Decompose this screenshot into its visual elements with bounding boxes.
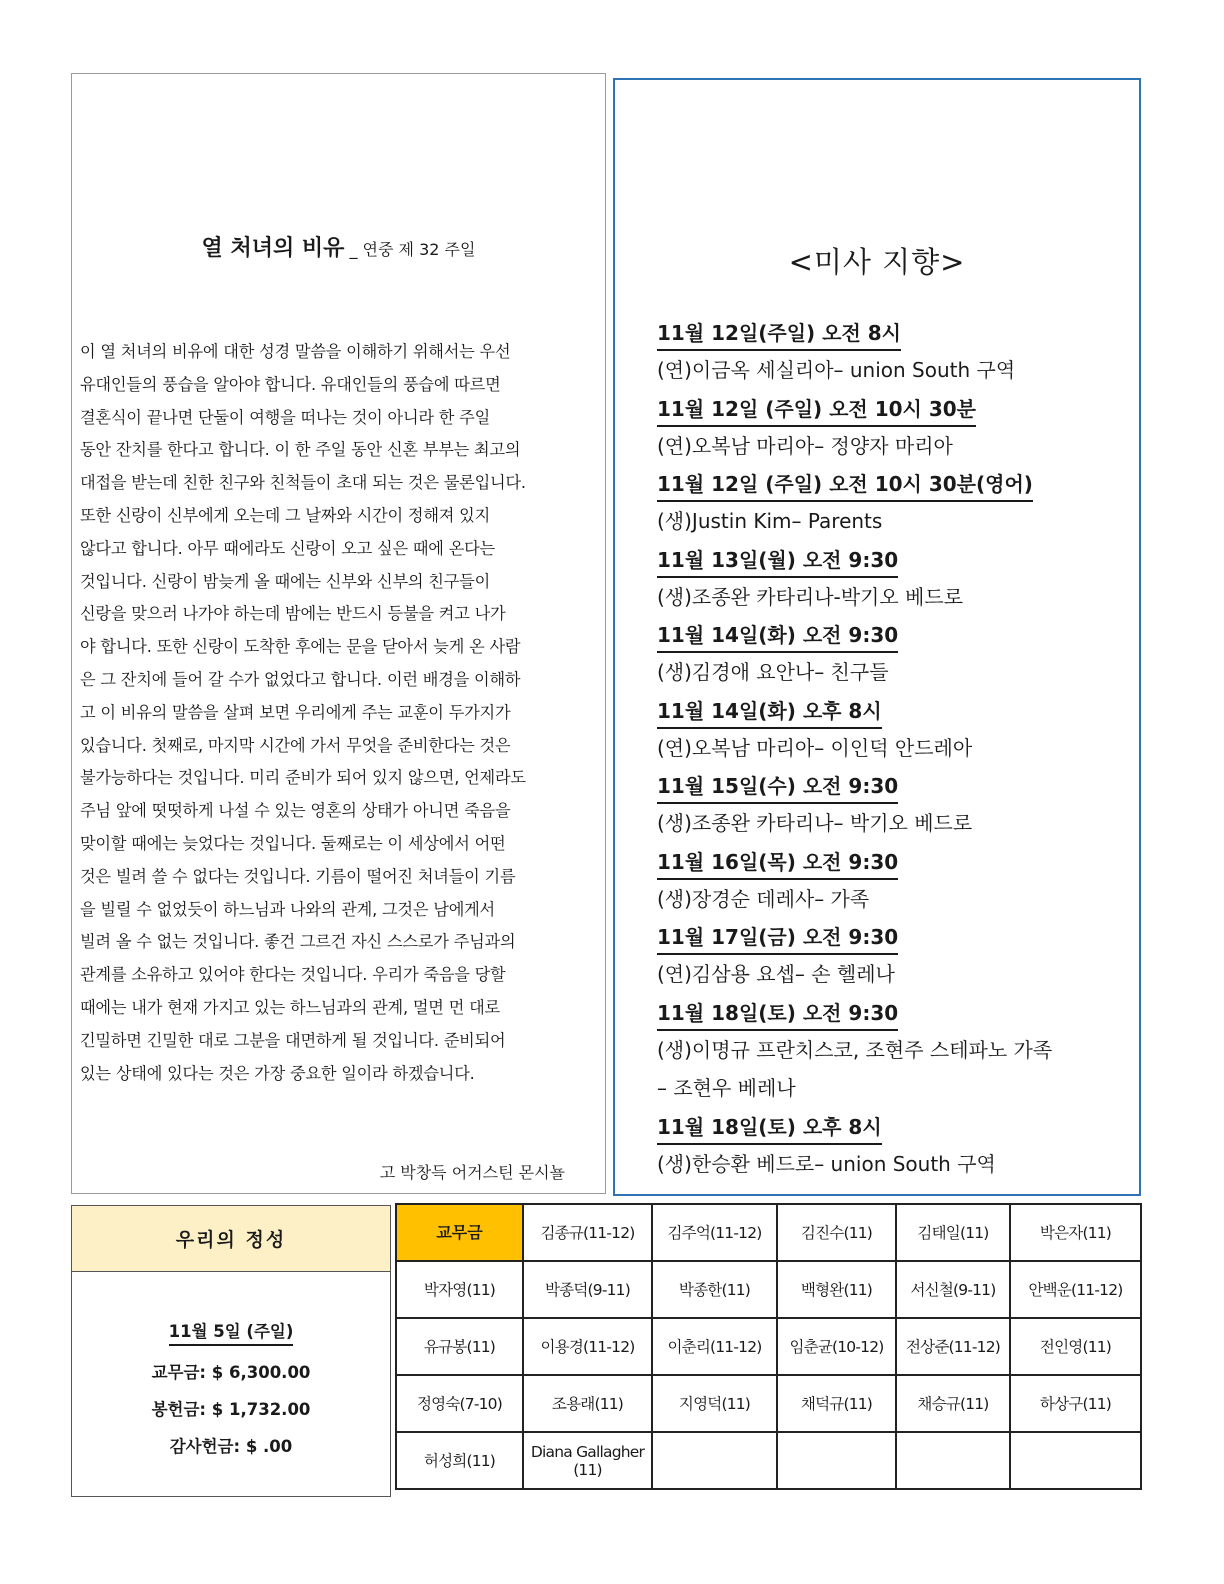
offering-box <box>71 1205 391 1497</box>
donor-row <box>396 1375 1141 1432</box>
mass-entry-date: 11월 14일(화) 오후 8시 <box>657 696 882 729</box>
donor-row <box>396 1204 1141 1261</box>
reflection-line: 빌려 올 수 없는 것입니다. 좋건 그르건 자신 스스로가 주님과의 <box>80 932 516 952</box>
mass-entry <box>657 696 1127 772</box>
mass-entry-intention: (생)김경애 요안나– 친구들 <box>657 660 889 684</box>
donor-cell: 임춘균(10-12) <box>777 1318 896 1375</box>
mass-entry-date: 11월 12일 (주일) 오전 10시 30분 <box>657 394 976 427</box>
donor-cell: 박종덕(9-11) <box>523 1261 652 1318</box>
mass-entry-date: 11월 16일(목) 오전 9:30 <box>657 847 898 880</box>
donor-cell: 조용래(11) <box>523 1375 652 1432</box>
mass-entry-intention-cont: – 조현우 베레나 <box>657 1075 796 1100</box>
offering-line-collection: 봉헌금: $ 1,732.00 <box>151 1400 311 1419</box>
reflection-body <box>80 336 600 1090</box>
reflection-line: 맞이할 때에는 늦었다는 것입니다. 둘째로는 이 세상에서 어떤 <box>80 833 506 853</box>
donor-cell: 박종한(11) <box>652 1261 777 1318</box>
mass-entry <box>657 318 1127 394</box>
mass-title: <미사 지향> <box>788 245 966 279</box>
reflection-line: 있습니다. 첫째로, 마지막 시간에 가서 무엇을 준비한다는 것은 <box>80 735 511 755</box>
donor-cell <box>777 1432 896 1489</box>
donor-row <box>396 1432 1141 1489</box>
mass-entry <box>657 998 1127 1112</box>
mass-entry-intention: (연)이금옥 세실리아– union South 구역 <box>657 358 1016 382</box>
reflection-line: 긴밀하면 긴밀한 대로 그분을 대면하게 될 것입니다. 준비되어 <box>80 1030 506 1050</box>
donor-cell: Diana Gallagher (11) <box>523 1432 652 1489</box>
mass-entry <box>657 545 1127 621</box>
mass-entry-date: 11월 18일(토) 오후 8시 <box>657 1112 882 1145</box>
mass-entry-intention: (연)오복남 마리아– 이인덕 안드레아 <box>657 735 973 760</box>
mass-entry-date: 11월 12일 (주일) 오전 10시 30분(영어) <box>657 469 1033 502</box>
reflection-line: 동안 잔치를 한다고 합니다. 이 한 주일 동안 신혼 부부는 최고의 <box>80 440 521 460</box>
reflection-line: 있는 상태에 있다는 것은 가장 중요한 일이라 하겠습니다. <box>80 1063 475 1083</box>
mass-entry-date: 11월 18일(토) 오전 9:30 <box>657 998 898 1031</box>
offering-content <box>72 1272 390 1465</box>
mass-entry <box>657 847 1127 923</box>
mass-entry-intention: (생)이명규 프란치스코, 조현주 스테파노 가족 <box>657 1037 1053 1062</box>
reflection-line: 것입니다. 신랑이 밤늦게 올 때에는 신부와 신부의 친구들이 <box>80 571 491 591</box>
reflection-box <box>71 73 606 1194</box>
donor-cell: 전상준(11-12) <box>896 1318 1010 1375</box>
mass-entry-intention: (생)조종완 카타리나– 박기오 베드로 <box>657 811 973 835</box>
offering-line-dues: 교무금: $ 6,300.00 <box>151 1363 311 1382</box>
reflection-line: 야 합니다. 또한 신랑이 도착한 후에는 문을 닫아서 늦게 온 사람 <box>80 637 521 657</box>
donor-cell: 박은자(11) <box>1010 1204 1141 1261</box>
mass-entry <box>657 469 1127 545</box>
mass-entry-intention: (생)한승환 베드로– union South 구역 <box>657 1151 996 1176</box>
mass-entry <box>657 620 1127 696</box>
mass-entry-intention: (연)김삼용 요셉– 손 헬레나 <box>657 962 895 986</box>
mass-entry-date: 11월 14일(화) 오전 9:30 <box>657 620 898 653</box>
donor-cell: 박자영(11) <box>396 1261 523 1318</box>
donor-cell: 채승규(11) <box>896 1375 1010 1432</box>
reflection-line: 고 이 비유의 말씀을 살펴 보면 우리에게 주는 교훈이 두가지가 <box>80 702 511 722</box>
mass-entry-intention: (생)조종완 카타리나-박기오 베드로 <box>657 584 964 609</box>
mass-entry-date: 11월 15일(수) 오전 9:30 <box>657 771 898 804</box>
reflection-line: 유대인들의 풍습을 알아야 합니다. 유대인들의 풍습에 따르면 <box>80 374 501 394</box>
reflection-title <box>72 231 605 262</box>
mass-entry <box>657 922 1127 998</box>
donor-cell: 채덕규(11) <box>777 1375 896 1432</box>
reflection-line: 관계를 소유하고 있어야 한다는 것입니다. 우리가 죽음을 당할 <box>80 965 506 985</box>
donor-row <box>396 1261 1141 1318</box>
mass-entry-date: 11월 13일(월) 오전 9:30 <box>657 545 898 578</box>
donor-label: 교무금 <box>396 1204 523 1261</box>
donor-cell: 하상구(11) <box>1010 1375 1141 1432</box>
mass-entry-date: 11월 17일(금) 오전 9:30 <box>657 922 898 955</box>
reflection-line: 은 그 잔치에 들어 갈 수가 없었다고 합니다. 이런 배경을 이해하 <box>80 669 521 689</box>
donor-cell <box>896 1432 1010 1489</box>
mass-entry-intention: (생)장경순 데레사– 가족 <box>657 886 870 911</box>
mass-entry <box>657 1112 1127 1188</box>
reflection-line: 또한 신랑이 신부에게 오는데 그 날짜와 시간이 정해져 있지 <box>80 505 491 525</box>
donor-cell: 김주억(11-12) <box>652 1204 777 1261</box>
mass-intentions-box <box>613 78 1141 1196</box>
donor-table <box>395 1203 1142 1490</box>
mass-entry-intention: (생)Justin Kim– Parents <box>657 509 883 533</box>
donor-cell: 김종규(11-12) <box>523 1204 652 1261</box>
donor-cell: 이춘리(11-12) <box>652 1318 777 1375</box>
donor-cell: 전인영(11) <box>1010 1318 1141 1375</box>
mass-entry <box>657 771 1127 847</box>
donor-cell: 김진수(11) <box>777 1204 896 1261</box>
offering-line-thanks: 감사헌금: $ .00 <box>169 1437 293 1456</box>
donor-row <box>396 1318 1141 1375</box>
donor-cell: 정영숙(7-10) <box>396 1375 523 1432</box>
donor-cell: 허성희(11) <box>396 1432 523 1489</box>
donor-cell: 서신철(9-11) <box>896 1261 1010 1318</box>
donor-cell <box>652 1432 777 1489</box>
donor-cell: 지영덕(11) <box>652 1375 777 1432</box>
offering-heading: 우리의 정성 <box>72 1206 390 1272</box>
mass-entry-intention: (연)오복남 마리아– 정양자 마리아 <box>657 433 953 458</box>
reflection-line: 을 빌릴 수 없었듯이 하느님과 나와의 관계, 그것은 남에게서 <box>80 899 495 919</box>
mass-entry-date: 11월 12일(주일) 오전 8시 <box>657 318 901 351</box>
reflection-author: 고 박창득 어거스틴 몬시뇰 <box>379 1163 565 1182</box>
reflection-line: 결혼식이 끝나면 단둘이 여행을 떠나는 것이 아니라 한 주일 <box>80 407 491 427</box>
offering-date: 11월 5일 (주일) <box>169 1320 294 1346</box>
donor-cell: 유규봉(11) <box>396 1318 523 1375</box>
mass-intention-list <box>657 318 1127 1187</box>
mass-entry <box>657 394 1127 470</box>
reflection-line: 이 열 처녀의 비유에 대한 성경 말씀을 이해하기 위해서는 우선 <box>80 342 511 361</box>
donor-cell: 이용경(11-12) <box>523 1318 652 1375</box>
reflection-line: 주님 앞에 떳떳하게 나설 수 있는 영혼의 상태가 아니면 죽음을 <box>80 801 511 821</box>
reflection-line: 신랑을 맞으러 나가야 하는데 밤에는 반드시 등불을 켜고 나가 <box>80 604 506 624</box>
reflection-title-main: 열 처녀의 비유 <box>201 236 345 261</box>
donor-cell: 안백운(11-12) <box>1010 1261 1141 1318</box>
reflection-line: 않다고 합니다. 아무 때에라도 신랑이 오고 싶은 때에 온다는 <box>80 538 495 558</box>
reflection-line: 불가능하다는 것입니다. 미리 준비가 되어 있지 않으면, 언제라도 <box>80 768 526 788</box>
reflection-line: 것은 빌려 쓸 수 없다는 것입니다. 기름이 떨어진 처녀들이 기름 <box>80 866 516 886</box>
donor-cell: 백형완(11) <box>777 1261 896 1318</box>
donor-cell: 김태일(11) <box>896 1204 1010 1261</box>
reflection-subtitle: _ 연중 제 32 주일 <box>349 240 476 259</box>
reflection-line: 대접을 받는데 친한 친구와 친척들이 초대 되는 것은 물론입니다. <box>80 473 526 493</box>
reflection-line: 때에는 내가 현재 가지고 있는 하느님과의 관계, 멀면 먼 대로 <box>80 997 500 1017</box>
donor-cell <box>1010 1432 1141 1489</box>
